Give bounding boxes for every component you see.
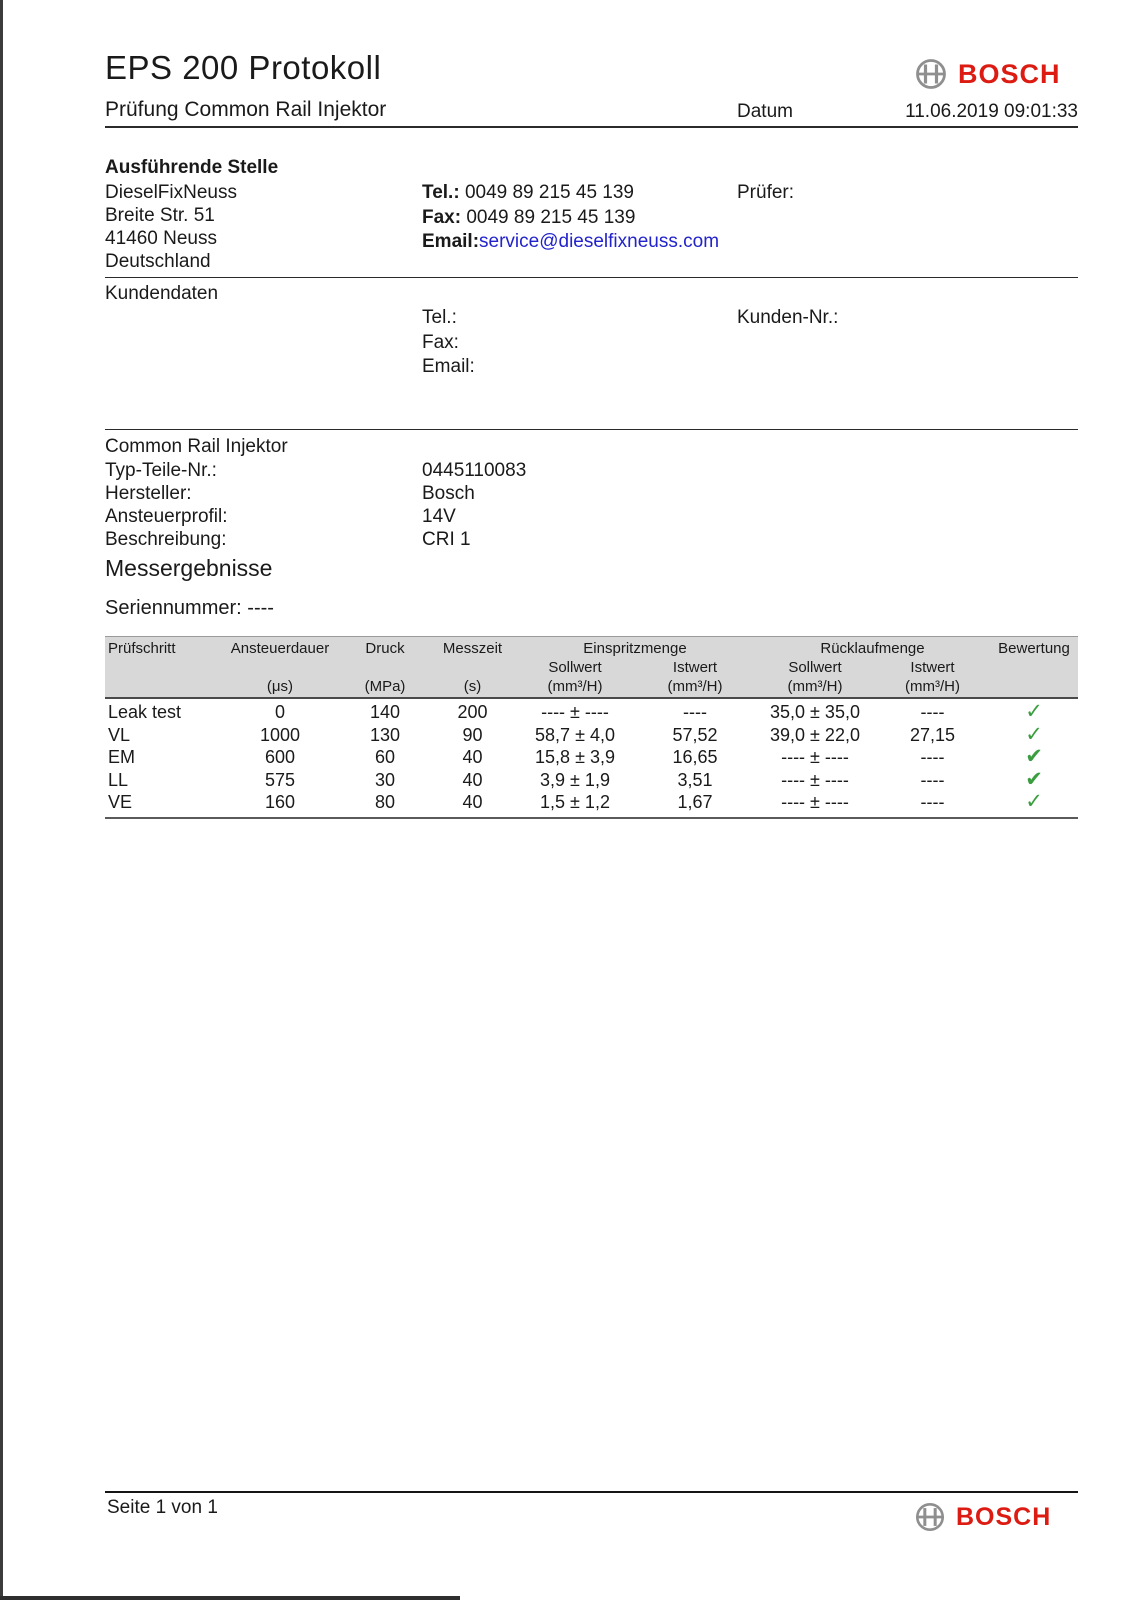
cell-return-actual: 27,15 [909,724,956,745]
date-label: Datum [737,101,793,122]
table-row [105,724,1078,747]
address-line: DieselFixNeuss [105,182,237,203]
cell-time: 90 [462,724,483,745]
field-value: Bosch [422,483,475,504]
customer-tel-label: Tel.: [422,307,457,328]
bosch-armature-icon [914,1501,946,1533]
injector-field-row [105,482,805,505]
cell-injection-actual: 16,65 [672,747,718,768]
cell-duration: 160 [264,792,296,813]
unit-volume: (mm³/H) [667,678,723,695]
customer-contact [422,306,475,380]
unit-time: (s) [463,678,482,695]
cell-pressure: 30 [374,769,396,790]
col-header-rating: Bewertung [998,640,1070,657]
cell-injection-actual: 1,67 [677,792,713,813]
col-header-pressure: Druck [365,640,405,657]
field-value: 0445110083 [422,460,527,481]
cell-injection-actual: 57,52 [672,724,718,745]
cell-injection-actual: ---- [683,702,707,722]
provider-heading: Ausführende Stelle [105,157,279,178]
scan-artifact-left [0,0,3,1600]
col-subheader-actual: Istwert [910,659,955,676]
provider-tel-row [422,181,719,206]
customer-fax-label: Fax: [422,331,459,353]
provider-address [105,181,237,273]
unit-duration: (μs) [266,678,294,695]
unit-volume: (mm³/H) [905,678,960,695]
col-header-injection: Einspritzmenge [583,640,687,657]
bosch-wordmark: BOSCH [956,1502,1052,1531]
fax-label: Fax: [422,206,462,228]
unit-volume: (mm³/H) [787,678,843,695]
page-title: EPS 200 Protokoll [105,49,382,86]
cell-duration: 600 [264,747,296,768]
date-value: 11.06.2019 09:01:33 [905,101,1078,122]
col-header-time: Messzeit [442,640,503,657]
col-header-duration: Ansteuerdauer [230,640,330,657]
customer-heading: Kundendaten [105,283,219,304]
cell-return-actual: ---- [920,747,945,768]
col-header-return: Rücklaufmenge [820,640,925,657]
injector-field-row [105,528,805,551]
cell-time: 40 [462,792,483,813]
provider-email-row [422,230,719,255]
table-row [105,769,1078,792]
unit-volume: (mm³/H) [547,678,603,695]
pass-check-icon: ✔ [1025,767,1043,791]
pass-check-icon: ✓ [1025,700,1043,723]
cell-pressure: 130 [369,724,401,745]
email-link[interactable]: service@dieselfixneuss.com [479,231,720,252]
unit-pressure: (MPa) [364,678,406,695]
section-divider-1 [105,277,1078,278]
fax-value: 0049 89 215 45 139 [466,206,636,228]
page-subtitle: Prüfung Common Rail Injektor [105,98,387,121]
pass-check-icon: ✔ [1025,745,1043,769]
cell-time: 40 [462,747,483,768]
results-table [105,636,1078,819]
cell-return-setpoint: ---- ± ---- [781,792,849,813]
cell-duration: 1000 [259,724,301,745]
customer-number-label: Kunden-Nr.: [737,307,839,328]
cell-return-actual: ---- [920,769,945,790]
field-value: 14V [422,506,456,527]
table-row [105,746,1078,769]
cell-injection-setpoint: ---- ± ---- [541,702,609,722]
field-value: CRI 1 [422,529,471,550]
address-line: Breite Str. 51 [105,205,215,226]
bosch-logo-footer [914,1501,1051,1533]
section-divider-2 [105,429,1078,430]
address-line: 41460 Neuss [105,228,217,249]
bosch-logo-header [914,57,1061,91]
examiner-label: Prüfer: [737,182,795,203]
cell-pressure: 60 [374,747,396,768]
email-label: Email: [422,231,480,252]
col-subheader-setpoint: Sollwert [548,659,602,676]
tel-label: Tel.: [422,182,460,203]
bosch-armature-icon [914,57,948,91]
cell-return-actual: ---- [920,702,945,722]
cell-pressure: 80 [374,792,396,813]
cell-injection-setpoint: 1,5 ± 1,2 [540,792,610,813]
serial-number-line [105,597,274,620]
cell-injection-setpoint: 3,9 ± 1,9 [540,769,610,790]
cell-injection-setpoint: 58,7 ± 4,0 [535,724,615,745]
cell-time: 200 [457,702,488,722]
cell-time: 40 [462,769,483,790]
field-label: Hersteller: [105,483,192,504]
cell-pressure: 140 [369,702,401,722]
cell-duration: 575 [264,769,296,790]
provider-contact [422,181,719,255]
field-label: Typ-Teile-Nr.: [105,460,217,481]
injector-field-row [105,459,805,482]
cell-step: VE [108,792,133,813]
injector-heading: Common Rail Injektor [105,436,288,457]
serial-label: Seriennummer: [105,597,242,619]
cell-return-setpoint: ---- ± ---- [781,769,849,790]
cell-step: LL [108,769,129,790]
cell-step: Leak test [108,702,182,722]
table-row [105,701,1078,724]
col-subheader-actual: Istwert [672,659,718,676]
bosch-wordmark: BOSCH [958,58,1061,89]
col-subheader-setpoint: Sollwert [788,659,842,676]
table-row [105,791,1078,814]
injector-fields [105,459,805,551]
header-divider [105,126,1078,128]
serial-value: ---- [247,597,274,619]
page-number: Seite 1 von 1 [107,1497,218,1518]
cell-duration: 0 [274,702,285,722]
cell-return-setpoint: 39,0 ± 22,0 [770,724,860,745]
customer-email-label: Email: [422,356,475,377]
pass-check-icon: ✓ [1025,722,1043,746]
provider-fax-row [422,206,719,231]
table-header [105,636,1078,699]
address-line: Deutschland [105,251,211,272]
tel-value: 0049 89 215 45 139 [464,182,634,203]
col-header-step: Prüfschritt [108,640,176,657]
footer-divider [105,1491,1078,1493]
cell-return-actual: ---- [920,792,945,813]
scan-artifact-bottom [0,1596,460,1600]
cell-injection-setpoint: 15,8 ± 3,9 [535,747,615,768]
field-label: Beschreibung: [105,529,227,550]
pass-check-icon: ✓ [1025,790,1043,814]
cell-step: EM [108,747,135,768]
cell-return-setpoint: ---- ± ---- [781,747,849,768]
field-label: Ansteuerprofil: [105,506,228,527]
injector-field-row [105,505,805,528]
cell-step: VL [108,724,131,745]
cell-injection-actual: 3,51 [677,769,713,790]
cell-return-setpoint: 35,0 ± 35,0 [770,702,860,722]
results-heading: Messergebnisse [105,555,273,581]
table-body [105,699,1078,819]
